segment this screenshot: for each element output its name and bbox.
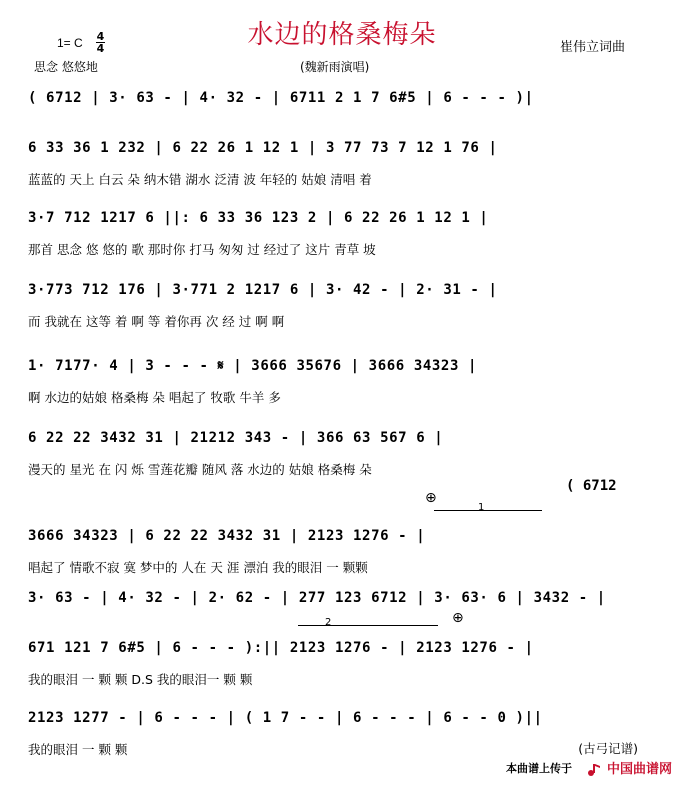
- lyric-line-7: 唱起了 情歌不寂 寞 梦中的 人在 天 涯 漂泊 我的眼泪 一 颗颗: [28, 560, 368, 575]
- notation-line-10: 2123 1277 - | 6 - - - | ( 1 7 - - | 6 - - - | 6 - - 0 )||: [28, 710, 543, 726]
- score-line-3: [28, 210, 650, 260]
- upload-notice: 本曲谱上传于: [506, 762, 572, 775]
- tempo-mood: 思念 悠悠地: [34, 60, 98, 74]
- score-line-6: [28, 430, 650, 480]
- lyric-line-5: 啊 水边的姑娘 格桑梅 朵 唱起了 牧歌 牛羊 多: [28, 390, 281, 405]
- lyric-line-4: 而 我就在 这等 着 啊 等 着你再 次 经 过 啊 啊: [28, 314, 285, 329]
- site-logo[interactable]: [586, 758, 672, 777]
- transcriber-credit: (古弓记谱): [578, 741, 638, 756]
- score-line-10: [28, 710, 650, 760]
- notation-line-5: 1· 7177· 4 | 3 - - - 𝄋 | 3666 35676 | 3666 34323 |: [28, 358, 478, 374]
- score-line-8: [28, 590, 650, 610]
- score-line-1: [28, 90, 650, 110]
- singer-credit: (魏新雨演唱): [300, 60, 370, 74]
- notation-line-1: ( 6712 | 3· 63 - | 4· 32 - | 6711 2 1 7 6#5 | 6 - - - )|: [28, 90, 534, 106]
- volta-bracket-1: [434, 510, 542, 511]
- volta-number-1: 1: [478, 502, 485, 513]
- volta-number-2: 2: [325, 617, 332, 628]
- notation-line-4: 3·773 712 176 | 3·771 2 1217 6 | 3· 42 - | 2· 31 - |: [28, 282, 498, 298]
- time-signature-numerator: 4: [96, 30, 105, 43]
- lyric-line-10: 我的眼泪 一 颗 颗: [28, 742, 128, 757]
- coda-icon: ⊕: [425, 490, 437, 506]
- key-signature: 1= C: [57, 36, 83, 50]
- score-line-4: [28, 282, 650, 332]
- notation-line-2: 6 33 36 1 232 | 6 22 26 1 12 1 | 3 77 73 7 12 1 76 |: [28, 140, 498, 156]
- time-signature: [96, 31, 105, 54]
- notation-line-9: 671 121 7 6#5 | 6 - - - ):|| 2123 1276 - | 2123 1276 - |: [28, 640, 534, 656]
- score-line-2: [28, 140, 650, 190]
- time-signature-denominator: 4: [96, 42, 105, 55]
- score-line-5: [28, 358, 650, 408]
- lyric-line-6: 漫天的 星光 在 闪 烁 雪莲花瓣 随风 落 水边的 姑娘 格桑梅 朵: [28, 462, 372, 477]
- lyric-line-9: 我的眼泪 一 颗 颗 D.S 我的眼泪一 颗 颗: [28, 672, 253, 687]
- score-title: 水边的格桑梅朵: [247, 20, 437, 50]
- score-line-9: [28, 640, 650, 690]
- notation-line-6: 6 22 22 3432 31 | 21212 343 - | 366 63 567 6 |: [28, 430, 444, 446]
- composer-credit: 崔伟立词曲: [560, 40, 626, 55]
- music-note-icon: [586, 762, 607, 777]
- lyric-line-3: 那首 思念 悠 悠的 歌 那时你 打马 匆匆 过 经过了 这片 青草 坡: [28, 242, 376, 257]
- site-name: 中国曲谱网: [606, 762, 672, 777]
- notation-line-7: 3666 34323 | 6 22 22 3432 31 | 2123 1276 - |: [28, 528, 426, 544]
- coda-icon-2: ⊕: [452, 610, 464, 626]
- notation-line-8: 3· 63 - | 4· 32 - | 2· 62 - | 277 123 6712 | 3· 63· 6 | 3432 - |: [28, 590, 606, 606]
- volta-bracket-2: [298, 625, 438, 626]
- intro-repeat-marker: ( 6712: [566, 478, 617, 494]
- notation-line-3: 3·7 712 1217 6 ||: 6 33 36 123 2 | 6 22 26 1 12 1 |: [28, 210, 489, 226]
- lyric-line-2: 蓝蓝的 天上 白云 朵 纳木错 湖水 泛清 波 年轻的 姑娘 清唱 着: [28, 172, 372, 187]
- score-line-7: [28, 528, 650, 578]
